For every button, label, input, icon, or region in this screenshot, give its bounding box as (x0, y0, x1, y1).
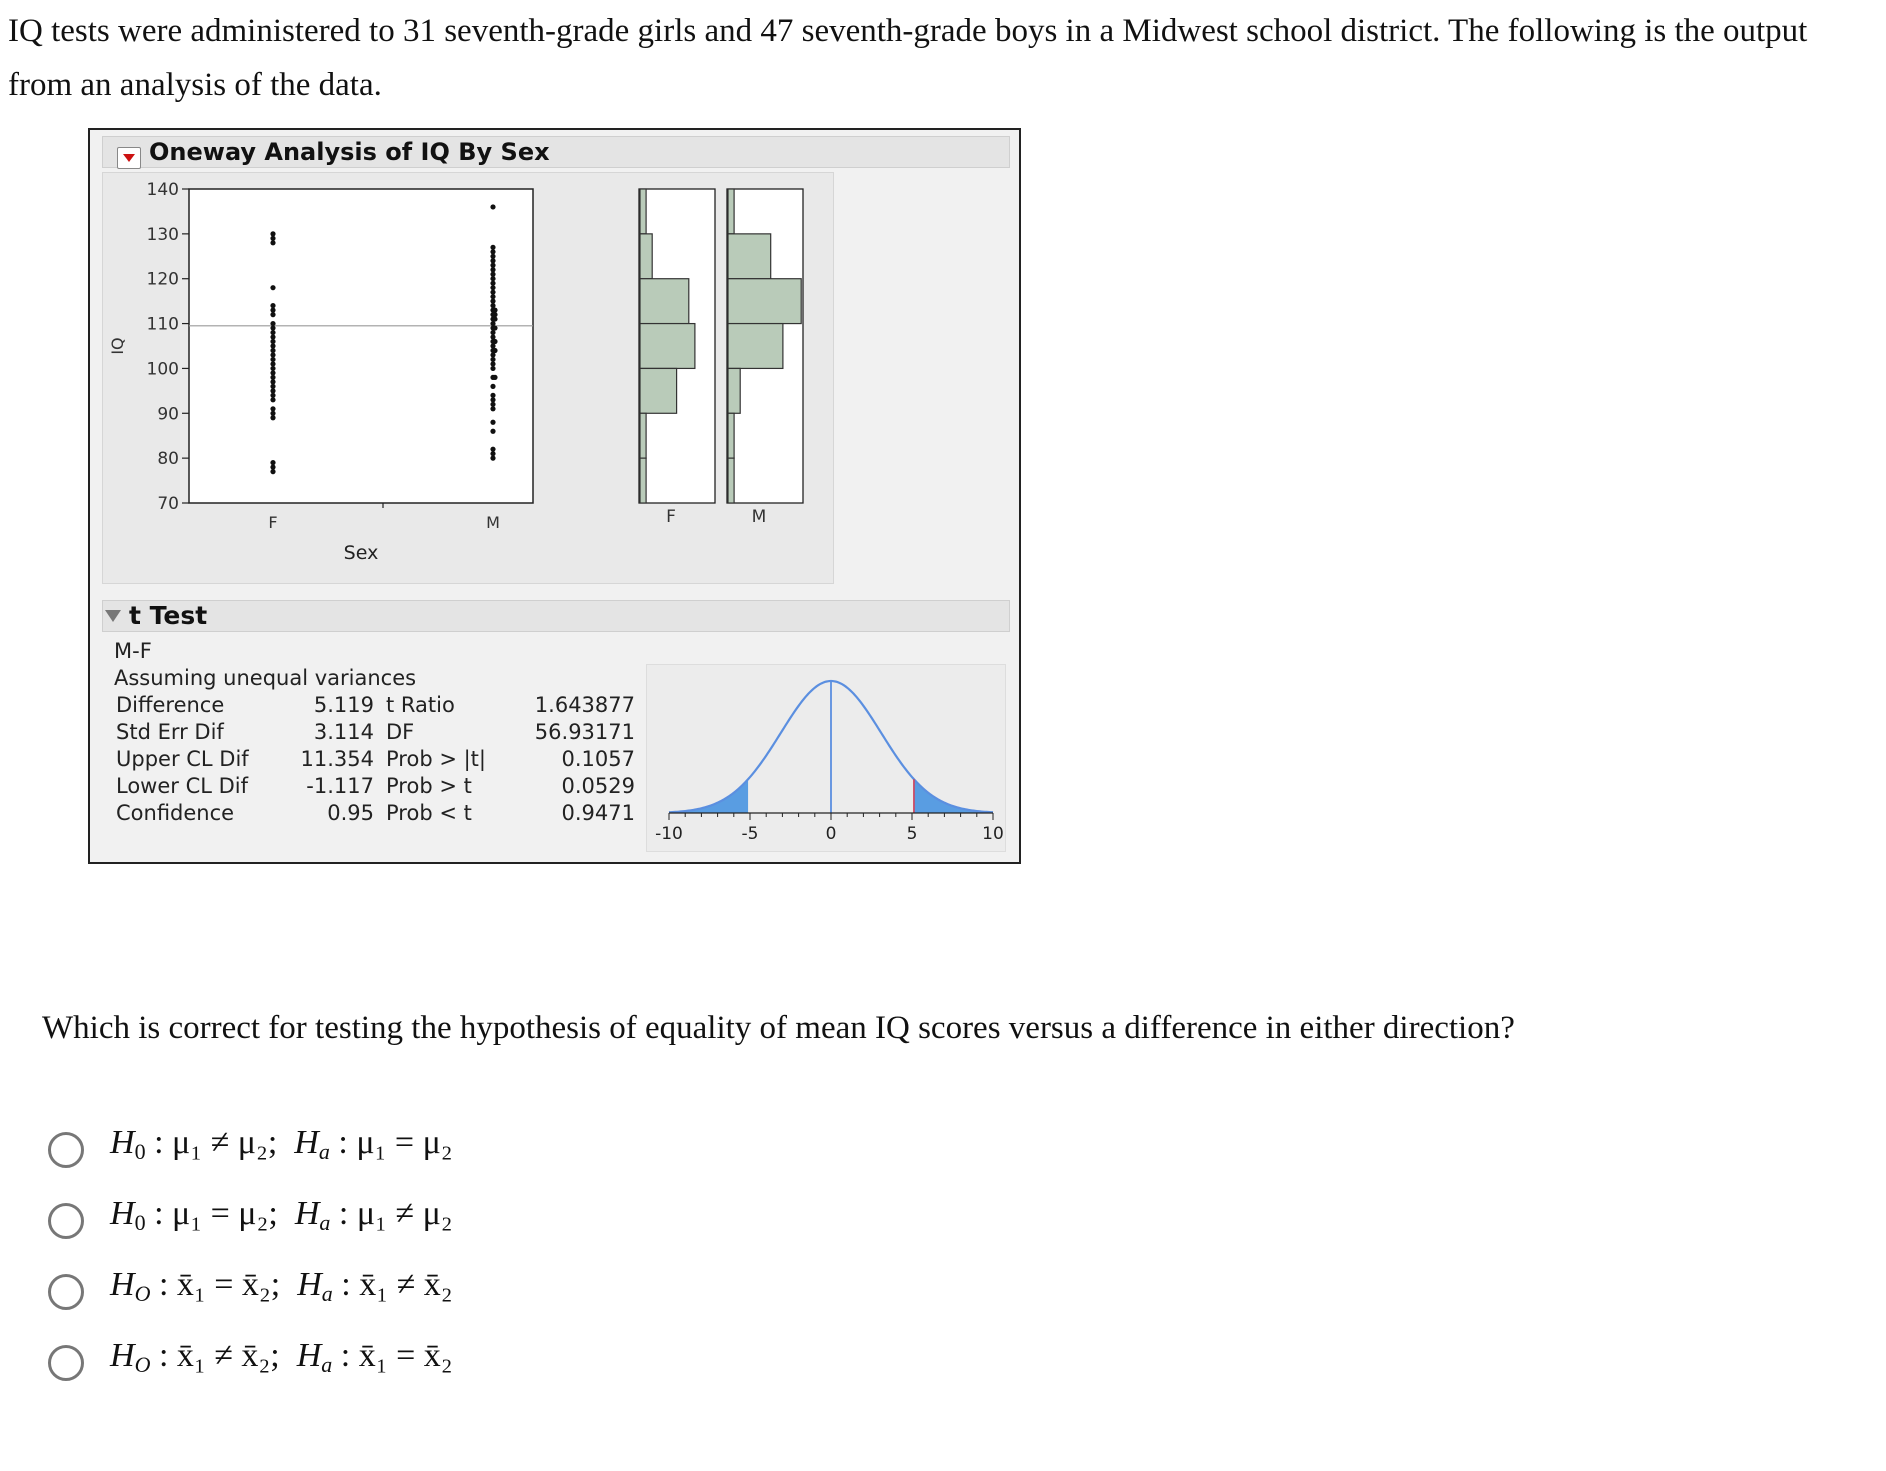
histogram-label: F (666, 507, 676, 527)
histogram-bar (728, 279, 801, 324)
data-point (492, 325, 497, 330)
disclosure-triangle-icon[interactable] (105, 610, 121, 622)
histogram-bar (728, 368, 740, 413)
data-point (490, 397, 495, 402)
data-point (270, 348, 275, 353)
data-point (490, 294, 495, 299)
y-tick-label: 70 (157, 494, 179, 514)
stat-label: Prob > |t| (386, 747, 486, 771)
x-tick-label: 10 (982, 824, 1004, 844)
stat-label: Std Err Dif (116, 720, 224, 744)
y-tick-label: 80 (157, 449, 179, 470)
stat-value: 3.114 (313, 720, 374, 744)
stat-label: DF (386, 720, 415, 744)
question-text: Which is correct for testing the hypothesis of equality of mean IQ scores versus a difference in either direction? (42, 1010, 1515, 1046)
data-point (490, 299, 495, 304)
stat-value: 0.9471 (561, 801, 635, 825)
radio-button[interactable] (48, 1132, 84, 1168)
x-tick-label: M (486, 513, 500, 532)
data-point (270, 366, 275, 371)
y-tick-label: 120 (146, 269, 179, 290)
oneway-chart (103, 173, 833, 583)
histogram-bar (640, 324, 695, 369)
data-point (490, 321, 495, 326)
histogram-bar (640, 234, 652, 279)
data-point (490, 343, 495, 348)
data-point (490, 254, 495, 259)
x-axis-label: Sex (343, 542, 379, 564)
data-point (492, 339, 497, 344)
data-point (490, 393, 495, 398)
data-point (270, 352, 275, 357)
x-tick-label: 5 (906, 824, 918, 844)
y-tick-label: 110 (146, 314, 179, 335)
data-point (490, 451, 495, 456)
y-tick-label: 130 (146, 224, 179, 245)
data-point (270, 312, 275, 317)
data-point (490, 406, 495, 411)
radio-button[interactable] (48, 1345, 84, 1381)
data-point (490, 245, 495, 250)
stat-label: Upper CL Dif (116, 747, 249, 771)
plot-frame (189, 189, 533, 503)
histogram-bar (728, 324, 783, 369)
x-tick-label: F (268, 513, 278, 532)
data-point (270, 375, 275, 380)
data-point (490, 402, 495, 407)
stat-label: t Ratio (386, 693, 455, 717)
x-tick-label: 0 (825, 824, 837, 844)
histogram-bar (640, 189, 646, 234)
data-point (270, 357, 275, 362)
stat-value: 11.354 (300, 747, 374, 771)
data-point (490, 249, 495, 254)
data-point (270, 379, 275, 384)
t-distribution-chart (647, 665, 1005, 851)
option-label: $H_0$ : μ₁ = μ₂; $H_a$ : μ₁ ≠ μ₂ (110, 1195, 453, 1235)
option-label: $H_0$ : μ₁ ≠ μ₂; $H_a$ : μ₁ = μ₂ (110, 1124, 453, 1164)
stat-label: Confidence (116, 801, 235, 825)
data-point (270, 370, 275, 375)
data-point (490, 420, 495, 425)
histogram-bar (640, 458, 646, 503)
histogram-bar (728, 189, 734, 234)
data-point (490, 447, 495, 452)
radio-button[interactable] (48, 1274, 84, 1310)
data-point (492, 375, 497, 380)
plot-area (102, 172, 834, 584)
data-point (270, 465, 275, 470)
data-point (492, 316, 497, 321)
data-point (490, 263, 495, 268)
data-point (490, 285, 495, 290)
data-point (270, 343, 275, 348)
rejection-region-left (669, 779, 748, 813)
data-point (490, 258, 495, 263)
data-point (270, 325, 275, 330)
data-point (490, 290, 495, 295)
intro-text: IQ tests were administered to 31 seventh-grade girls and 47 seventh-grade boys in a Midwest school district. The following is the output from an analysis of the data. (8, 13, 1808, 103)
stat-value: 0.0529 (561, 774, 635, 798)
data-point (490, 384, 495, 389)
data-point (270, 415, 275, 420)
option-label: $H_O$ : x̄₁ = x̄₂; $H_a$ : x̄₁ ≠ x̄₂ (110, 1266, 453, 1306)
assumption-label: Assuming unequal variances (114, 666, 417, 690)
data-point (270, 308, 275, 313)
data-point (490, 429, 495, 434)
disclosure-icon[interactable] (117, 147, 141, 169)
data-point (490, 204, 495, 209)
stat-value: 56.93171 (534, 720, 635, 744)
data-point (270, 361, 275, 366)
data-point (270, 231, 275, 236)
data-point (270, 406, 275, 411)
data-point (270, 303, 275, 308)
data-point (490, 267, 495, 272)
y-tick-label: 100 (146, 359, 179, 380)
histogram-bar (728, 413, 734, 458)
data-point (270, 285, 275, 290)
y-tick-label: 90 (157, 404, 179, 425)
data-point (490, 276, 495, 281)
data-point (270, 236, 275, 241)
histogram-bar (728, 234, 771, 279)
stat-value: -1.117 (306, 774, 374, 798)
histogram-label: M (751, 507, 767, 527)
data-point (490, 352, 495, 357)
ttest-title: t Test (129, 601, 208, 630)
data-point (270, 384, 275, 389)
stat-value: 0.1057 (561, 747, 635, 771)
stat-label: Prob < t (386, 801, 472, 825)
data-point (490, 361, 495, 366)
x-tick-label: -10 (655, 824, 683, 844)
oneway-report-panel (88, 128, 1021, 864)
data-point (270, 388, 275, 393)
stat-value: 5.119 (313, 693, 374, 717)
x-tick-label: -5 (741, 824, 759, 844)
data-point (270, 460, 275, 465)
histogram-bar (640, 413, 646, 458)
data-point (492, 308, 497, 313)
radio-button[interactable] (48, 1203, 84, 1239)
data-point (270, 334, 275, 339)
y-tick-label: 140 (146, 180, 179, 200)
option-label: $H_O$ : x̄₁ ≠ x̄₂; $H_a$ : x̄₁ = x̄₂ (110, 1337, 453, 1377)
data-point (270, 469, 275, 474)
data-point (270, 411, 275, 416)
stat-value: 0.95 (327, 801, 374, 825)
data-point (270, 393, 275, 398)
data-point (490, 366, 495, 371)
data-point (270, 397, 275, 402)
histogram-bar (640, 368, 677, 413)
y-axis-label: IQ (108, 337, 127, 355)
rejection-region-right (914, 779, 993, 813)
comparison-label: M-F (114, 639, 152, 663)
t-distribution-plot (646, 664, 1006, 852)
ttest-header[interactable] (102, 600, 1010, 632)
data-point (270, 339, 275, 344)
data-point (490, 330, 495, 335)
data-point (492, 312, 497, 317)
data-point (270, 330, 275, 335)
data-point (490, 281, 495, 286)
data-point (490, 334, 495, 339)
stat-label: Prob > t (386, 774, 472, 798)
data-point (490, 357, 495, 362)
data-point (490, 303, 495, 308)
histogram-bar (728, 458, 734, 503)
data-point (492, 348, 497, 353)
data-point (270, 240, 275, 245)
stat-label: Lower CL Dif (116, 774, 249, 798)
stat-value: 1.643877 (534, 693, 635, 717)
report-header[interactable] (102, 136, 1010, 168)
histogram-bar (640, 279, 689, 324)
stat-label: Difference (116, 693, 225, 717)
data-point (490, 456, 495, 461)
data-point (270, 321, 275, 326)
report-title: Oneway Analysis of IQ By Sex (149, 138, 550, 166)
data-point (490, 272, 495, 277)
